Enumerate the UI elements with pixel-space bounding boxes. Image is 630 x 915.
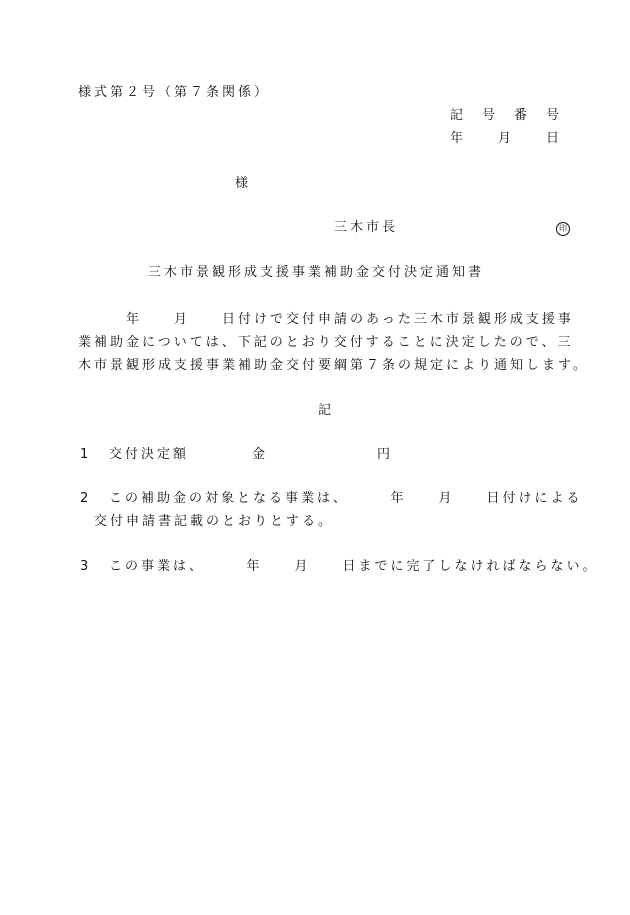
yen-label: 円 (377, 447, 394, 462)
body-line-2: 業補助金については、下記のとおり交付することに決定したので、三 (78, 335, 574, 350)
item-text-line-2: 交付申請書記載のとおりとする。 (94, 514, 335, 529)
body-line-1: 年 月 日付けで交付申請のあった三木市景観形成支援事 (78, 312, 574, 327)
form-header: 様式第２号（第７条関係） (78, 85, 271, 100)
issue-date-label: 年 月 日 (450, 131, 563, 146)
sender-title: 三木市長 (334, 220, 399, 235)
item-text: この事業は、 年 月 日までに完了しなければならない。 (109, 559, 599, 574)
money-label: 金 (252, 447, 269, 462)
item-number: 2 (80, 491, 92, 506)
item-number: 1 (80, 447, 92, 462)
item-number: 3 (80, 559, 92, 574)
grant-amount-label: 交付決定額 (109, 447, 190, 462)
seal-mark: 印 (556, 222, 570, 236)
item-text-line-1: この補助金の対象となる事業は、 年 月 日付けによる (109, 491, 583, 506)
body-line-3: 木市景観形成支援事業補助金交付要綱第７条の規定により通知します。 (78, 358, 589, 373)
document-title: 三木市景観形成支援事業補助金交付決定通知書 (148, 265, 485, 280)
addressee-honorific: 様 (235, 176, 252, 191)
ki-heading: 記 (318, 403, 335, 418)
document-number-label: 記 号 番 号 (450, 108, 563, 123)
